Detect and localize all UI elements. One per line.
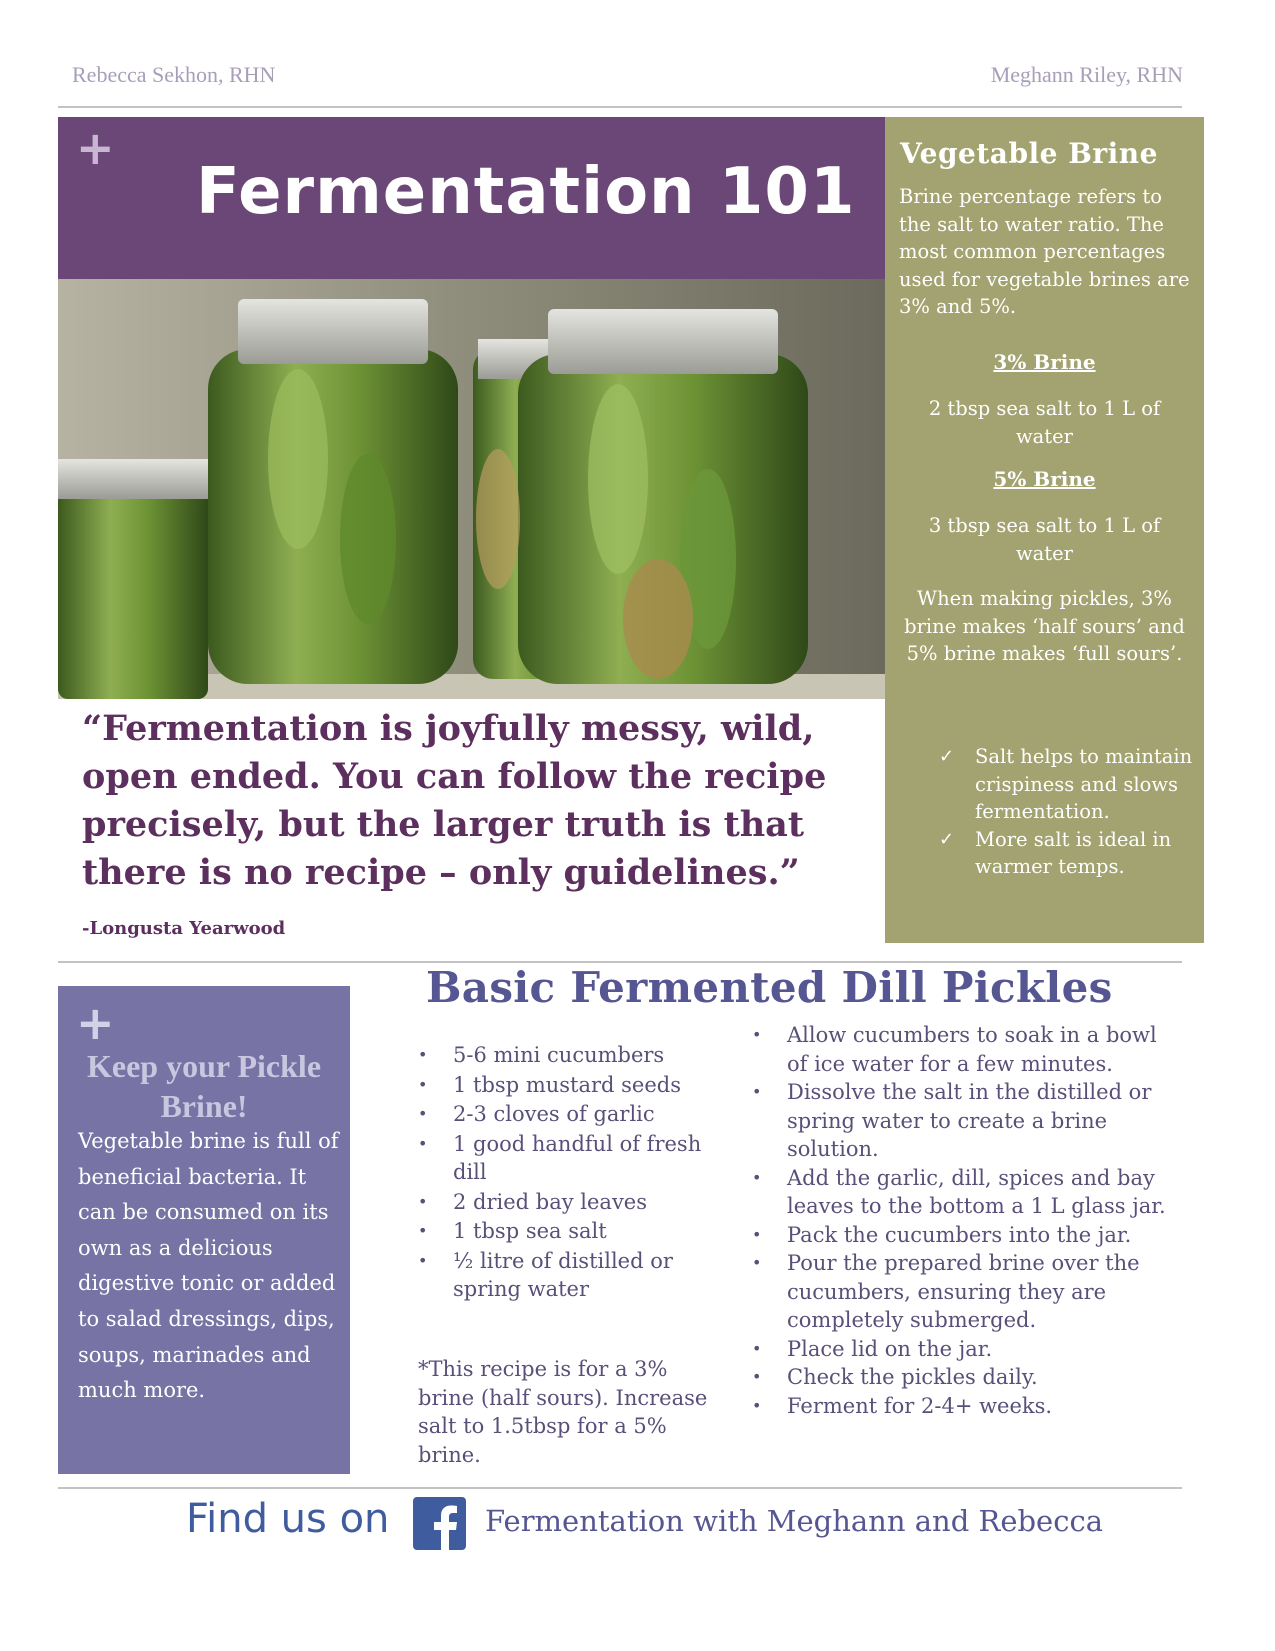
list-item xyxy=(418,1071,708,1100)
bottom-divider xyxy=(58,1487,1182,1489)
author-left: Rebecca Sekhon, RHN xyxy=(72,62,276,87)
facebook-page-link[interactable]: Fermentation with Meghann and Rebecca xyxy=(485,1504,1103,1538)
quote-text: “Fermentation is joyfully messy, wild, open ended. You can follow the recipe precisely, but the larger truth is that there is no recipe – only guidelines.” xyxy=(82,708,827,893)
vegetable-brine-panel xyxy=(885,117,1204,943)
title-band xyxy=(58,117,885,279)
step-text: Pack the cucumbers into the jar. xyxy=(787,1222,1132,1247)
ingredient-text: 1 good handful of fresh dill xyxy=(453,1131,702,1184)
bullet-icon: • xyxy=(418,1191,428,1211)
bullet-icon: • xyxy=(418,1104,428,1123)
list-item xyxy=(418,1188,708,1217)
keep-brine-panel xyxy=(58,986,350,1474)
top-divider xyxy=(58,106,1182,108)
list-item xyxy=(418,1041,708,1070)
list-item xyxy=(752,1021,1172,1078)
brine-title: Vegetable Brine xyxy=(900,137,1158,170)
pickles-note: When making pickles, 3% brine makes ‘half sours’ and 5% brine makes ‘full sours’. xyxy=(904,587,1185,665)
bullet-icon: • xyxy=(752,1025,762,1044)
quote-author: -Longusta Yearwood xyxy=(82,918,286,939)
ingredient-text: 5-6 mini cucumbers xyxy=(453,1043,665,1067)
bullet-icon: • xyxy=(418,1045,428,1064)
ingredient-text: 1 tbsp mustard seeds xyxy=(453,1072,681,1097)
list-item xyxy=(418,1217,708,1246)
step-text: Add the garlic, dill, spices and bay leaves to the bottom a 1 L glass jar. xyxy=(787,1165,1166,1218)
brine-checklist xyxy=(939,743,1201,881)
list-item xyxy=(418,1100,708,1129)
bullet-icon: • xyxy=(752,1338,762,1358)
check-text: More salt is ideal in warmer temps. xyxy=(975,827,1172,878)
page-title: Fermentation 101 xyxy=(196,155,856,229)
step-text: Ferment for 2-4+ weeks. xyxy=(787,1393,1053,1418)
ingredient-text: 2-3 cloves of garlic xyxy=(453,1102,655,1126)
ingredient-text: 1 tbsp sea salt xyxy=(453,1219,607,1243)
bullet-icon: • xyxy=(418,1250,428,1270)
list-item xyxy=(752,1363,1172,1392)
checkmark-icon: ✓ xyxy=(939,746,955,767)
bullet-icon: • xyxy=(752,1367,762,1386)
list-item xyxy=(752,1392,1172,1421)
step-text: Check the pickles daily. xyxy=(787,1365,1038,1389)
recipe-note: *This recipe is for a 3% brine (half sours). Increase salt to 1.5tbsp for a 5% brine. xyxy=(418,1357,708,1467)
ingredients-list xyxy=(418,1041,708,1305)
list-item xyxy=(752,1335,1172,1364)
bullet-icon: • xyxy=(752,1082,762,1101)
list-item xyxy=(418,1247,708,1304)
list-item xyxy=(752,1221,1172,1250)
list-item xyxy=(939,743,1201,826)
bullet-icon: • xyxy=(752,1167,762,1187)
brine-3-text: 2 tbsp sea salt to 1 L of water xyxy=(928,397,1161,448)
ingredient-text: ½ litre of distilled or spring water xyxy=(453,1248,673,1301)
keep-brine-text: Vegetable brine is full of beneficial bacteria. It can be consumed on its own as a delicious digestive tonic or added to salad dressings, dips, soups, marinades and much more. xyxy=(78,1129,339,1403)
checkmark-icon: ✓ xyxy=(939,828,955,850)
recipe-title: Basic Fermented Dill Pickles xyxy=(426,963,1113,1012)
check-text: Salt helps to maintain crispiness and slows fermentation. xyxy=(975,745,1193,823)
pickle-jars-illustration xyxy=(58,279,885,699)
author-right: Meghann Riley, RHN xyxy=(990,62,1183,87)
list-item xyxy=(418,1130,708,1187)
facebook-icon[interactable] xyxy=(413,1497,466,1550)
list-item xyxy=(752,1078,1172,1164)
bullet-icon: • xyxy=(752,1253,762,1272)
brine-5-heading: 5% Brine xyxy=(993,467,1096,491)
brine-intro: Brine percentage refers to the salt to water ratio. The most common percentages used for vegetable brines are 3% and 5%. xyxy=(899,185,1190,318)
steps-list xyxy=(752,1021,1172,1420)
bullet-icon: • xyxy=(752,1224,762,1244)
step-text: Pour the prepared brine over the cucumbers, ensuring they are completely submerged. xyxy=(787,1251,1140,1332)
list-item xyxy=(752,1164,1172,1221)
bullet-icon: • xyxy=(418,1074,428,1094)
footer-find-us: Find us on xyxy=(186,1496,390,1542)
step-text: Place lid on the jar. xyxy=(787,1336,993,1361)
plus-icon: + xyxy=(76,996,115,1050)
list-item xyxy=(939,826,1201,881)
pickle-jars-photo xyxy=(58,279,885,699)
bullet-icon: • xyxy=(752,1395,762,1415)
step-text: Dissolve the salt in the distilled or spring water to create a brine solution. xyxy=(787,1080,1152,1161)
step-text: Allow cucumbers to soak in a bowl of ice water for a few minutes. xyxy=(787,1023,1157,1076)
keep-brine-title: Keep your Pickle Brine! xyxy=(86,1048,322,1124)
brine-5-text: 3 tbsp sea salt to 1 L of water xyxy=(928,514,1161,565)
plus-icon: + xyxy=(76,121,115,175)
ingredient-text: 2 dried bay leaves xyxy=(453,1189,648,1214)
bullet-icon: • xyxy=(418,1221,428,1240)
brine-3-heading: 3% Brine xyxy=(993,350,1096,374)
bullet-icon: • xyxy=(418,1133,428,1153)
list-item xyxy=(752,1249,1172,1335)
